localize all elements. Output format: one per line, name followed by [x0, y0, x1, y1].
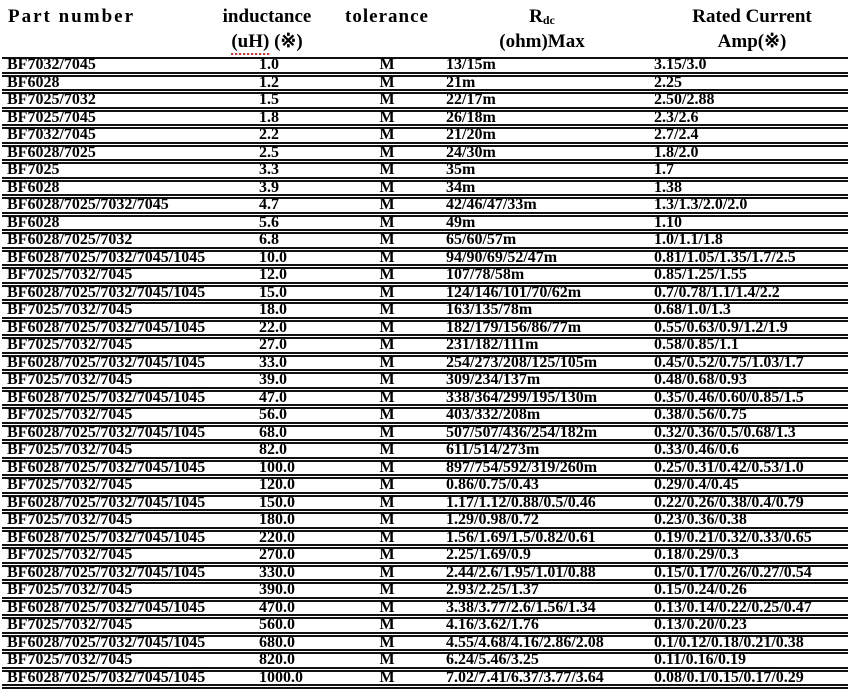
cell-part: BF6028/7025/7032 — [7, 231, 133, 248]
col-header-part-number — [2, 0, 202, 58]
cell-rated-current: 1.8/2.0 — [654, 143, 699, 161]
table-row — [2, 302, 848, 320]
cell-part: BF7025/7032/7045 — [7, 476, 133, 493]
cell-inductance: 100.0 — [259, 458, 295, 476]
cell-inductance: 15.0 — [259, 283, 287, 301]
cell-tolerance: M — [379, 248, 395, 266]
cell-rated-current: 0.45/0.52/0.75/1.03/1.7 — [654, 353, 804, 371]
cell-rdc: 163/135/78m — [446, 301, 533, 318]
cell-rdc: 182/179/156/86/77m — [446, 318, 582, 336]
table-row — [2, 669, 848, 687]
table-row — [2, 249, 848, 267]
cell-rdc: 21/20m — [446, 126, 496, 143]
cell-part: BF6028 — [7, 73, 60, 91]
cell-part: BF6028/7025/7032/7045/1045 — [7, 248, 206, 266]
cell-tolerance: M — [379, 493, 395, 511]
cell-tolerance: M — [379, 546, 395, 563]
cell-tolerance: M — [379, 283, 395, 301]
cell-tolerance: M — [379, 161, 395, 178]
cell-inductance: 560.0 — [259, 616, 295, 633]
cell-rated-current: 0.29/0.4/0.45 — [654, 476, 739, 493]
cell-inductance: 39.0 — [259, 371, 287, 388]
cell-inductance: 82.0 — [259, 441, 287, 458]
cell-rdc: 611/514/273m — [446, 441, 540, 458]
cell-tolerance: M — [379, 581, 395, 598]
cell-inductance: 27.0 — [259, 336, 287, 353]
rdc-symbol: R — [529, 6, 543, 27]
cell-tolerance: M — [379, 633, 395, 651]
cell-part: BF6028/7025/7032/7045/1045 — [7, 423, 206, 441]
cell-inductance: 5.6 — [259, 213, 279, 231]
cell-rdc: 107/78/58m — [446, 266, 525, 283]
cell-part: BF7025/7032/7045 — [7, 546, 133, 563]
cell-tolerance: M — [379, 108, 395, 126]
cell-tolerance: M — [379, 458, 395, 476]
cell-inductance: 330.0 — [259, 563, 295, 581]
cell-rdc: 22/17m — [446, 91, 496, 108]
rdc-symbol-line — [442, 4, 642, 29]
cell-rated-current: 0.23/0.36/0.38 — [654, 511, 747, 528]
cell-part: BF7025/7032/7045 — [7, 301, 133, 318]
cell-rated-current: 0.25/0.31/0.42/0.53/1.0 — [654, 458, 804, 476]
table-row — [2, 267, 848, 285]
cell-tolerance: M — [379, 318, 395, 336]
cell-rated-current: 0.7/0.78/1.1/1.4/2.2 — [654, 283, 780, 301]
cell-rated-current: 0.32/0.36/0.5/0.68/1.3 — [654, 423, 796, 441]
cell-tolerance: M — [379, 668, 395, 686]
cell-rdc: 7.02/7.41/6.37/3.77/3.64 — [446, 668, 604, 686]
cell-rated-current: 0.1/0.12/0.18/0.21/0.38 — [654, 633, 804, 651]
cell-rdc: 2.25/1.69/0.9 — [446, 546, 531, 563]
cell-part: BF7025/7032/7045 — [7, 511, 133, 528]
cell-inductance: 56.0 — [259, 406, 287, 423]
cell-tolerance: M — [379, 406, 395, 423]
cell-tolerance: M — [379, 73, 395, 91]
cell-tolerance: M — [379, 441, 395, 458]
cell-part: BF6028/7025/7032/7045 — [7, 196, 169, 213]
table-row — [2, 634, 848, 652]
cell-part: BF7025/7032/7045 — [7, 406, 133, 423]
cell-rated-current: 0.38/0.56/0.75 — [654, 406, 747, 423]
cell-rdc: 42/46/47/33m — [446, 196, 537, 213]
cell-inductance: 10.0 — [259, 248, 287, 266]
cell-rated-current: 0.11/0.16/0.19 — [654, 651, 747, 668]
col-header-rdc — [442, 0, 642, 58]
cell-rdc: 13/15m — [446, 56, 496, 73]
cell-rdc: 897/754/592/319/260m — [446, 458, 598, 476]
table-row — [2, 407, 848, 425]
rated-current-label: Rated Current — [692, 6, 812, 27]
cell-rated-current: 0.18/0.29/0.3 — [654, 546, 739, 563]
table-row — [2, 652, 848, 670]
cell-inductance: 3.3 — [259, 161, 279, 178]
cell-inductance: 1000.0 — [259, 668, 303, 686]
cell-part: BF6028 — [7, 178, 60, 196]
table-body — [2, 58, 848, 687]
cell-inductance: 22.0 — [259, 318, 287, 336]
table-row — [2, 582, 848, 600]
cell-rdc: 6.24/5.46/3.25 — [446, 651, 539, 668]
table-row — [2, 179, 848, 197]
tolerance-label: tolerance — [345, 6, 429, 27]
table-row — [2, 424, 848, 442]
cell-part: BF7025/7032/7045 — [7, 651, 133, 668]
cell-part: BF7032/7045 — [7, 126, 96, 143]
cell-tolerance: M — [379, 56, 395, 73]
cell-part: BF6028/7025/7032/7045/1045 — [7, 388, 206, 406]
rated-current-unit-label: Amp(※) — [717, 31, 787, 52]
cell-rated-current: 2.7/2.4 — [654, 126, 699, 143]
cell-rdc: 34m — [446, 178, 476, 196]
cell-tolerance: M — [379, 371, 395, 388]
table-row — [2, 529, 848, 547]
cell-rdc: 26/18m — [446, 108, 496, 126]
cell-rdc: 2.93/2.25/1.37 — [446, 581, 539, 598]
cell-inductance: 390.0 — [259, 581, 295, 598]
cell-rdc: 94/90/69/52/47m — [446, 248, 558, 266]
table-row — [2, 337, 848, 355]
cell-rated-current: 1.38 — [654, 178, 682, 196]
col-header-tolerance — [332, 0, 442, 58]
cell-part: BF6028/7025/7032/7045/1045 — [7, 528, 206, 546]
col-header-inductance — [202, 0, 332, 58]
cell-rdc: 4.16/3.62/1.76 — [446, 616, 539, 633]
cell-inductance: 1.2 — [259, 73, 279, 91]
cell-inductance: 68.0 — [259, 423, 287, 441]
table-row — [2, 547, 848, 565]
cell-rdc: 2.44/2.6/1.95/1.01/0.88 — [446, 563, 596, 581]
cell-tolerance: M — [379, 213, 395, 231]
cell-rdc: 1.29/0.98/0.72 — [446, 511, 539, 528]
table-row — [2, 284, 848, 302]
cell-tolerance: M — [379, 528, 395, 546]
cell-inductance: 270.0 — [259, 546, 295, 563]
cell-inductance: 820.0 — [259, 651, 295, 668]
table-row — [2, 354, 848, 372]
cell-tolerance: M — [379, 178, 395, 196]
cell-rated-current: 1.0/1.1/1.8 — [654, 231, 723, 248]
rdc-header-wrap — [442, 4, 642, 54]
cell-rdc: 254/273/208/125/105m — [446, 353, 598, 371]
cell-rdc: 1.17/1.12/0.88/0.5/0.46 — [446, 493, 596, 511]
cell-inductance: 680.0 — [259, 633, 295, 651]
cell-part: BF6028/7025/7032/7045/1045 — [7, 668, 206, 686]
cell-rated-current: 0.55/0.63/0.9/1.2/1.9 — [654, 318, 788, 336]
cell-tolerance: M — [379, 563, 395, 581]
cell-rdc: 231/182/111m — [446, 336, 539, 353]
cell-rated-current: 2.50/2.88 — [654, 91, 715, 108]
cell-rdc: 507/507/436/254/182m — [446, 423, 598, 441]
cell-rated-current: 0.81/1.05/1.35/1.7/2.5 — [654, 248, 796, 266]
cell-inductance: 3.9 — [259, 178, 279, 196]
cell-rated-current: 2.25 — [654, 73, 682, 91]
table-row — [2, 92, 848, 110]
cell-inductance: 1.0 — [259, 56, 279, 73]
cell-part: BF7025/7045 — [7, 108, 96, 126]
cell-tolerance: M — [379, 388, 395, 406]
cell-rated-current: 1.7 — [654, 161, 674, 178]
table-row — [2, 144, 848, 162]
cell-rdc: 49m — [446, 213, 476, 231]
cell-rated-current: 1.3/1.3/2.0/2.0 — [654, 196, 748, 213]
inductance-label: inductance — [222, 6, 312, 27]
inductor-spec-table — [2, 0, 848, 689]
table-row — [2, 389, 848, 407]
cell-part: BF7025 — [7, 161, 60, 178]
table-row — [2, 372, 848, 390]
cell-part: BF6028/7025/7032/7045/1045 — [7, 633, 206, 651]
cell-tolerance: M — [379, 301, 395, 318]
inductance-unit-line — [202, 29, 332, 54]
cell-part: BF7025/7032/7045 — [7, 616, 133, 633]
cell-tolerance: M — [379, 651, 395, 668]
cell-rdc: 1.56/1.69/1.5/0.82/0.61 — [446, 528, 596, 546]
cell-rated-current: 0.13/0.14/0.22/0.25/0.47 — [654, 598, 812, 616]
cell-rated-current: 0.85/1.25/1.55 — [654, 266, 747, 283]
cell-tolerance: M — [379, 616, 395, 633]
cell-tolerance: M — [379, 143, 395, 161]
cell-rated-current: 0.68/1.0/1.3 — [654, 301, 731, 318]
cell-inductance: 33.0 — [259, 353, 287, 371]
cell-tolerance: M — [379, 598, 395, 616]
cell-part: BF7025/7032/7045 — [7, 441, 133, 458]
cell-tolerance: M — [379, 336, 395, 353]
cell-rated-current: 0.22/0.26/0.38/0.4/0.79 — [654, 493, 804, 511]
table-row — [2, 127, 848, 145]
table-row — [2, 74, 848, 92]
cell-rated-current: 0.13/0.20/0.23 — [654, 616, 747, 633]
cell-rdc: 24/30m — [446, 143, 496, 161]
cell-part: BF7025/7032/7045 — [7, 371, 133, 388]
rdc-unit-label: (ohm)Max — [499, 31, 585, 52]
cell-rdc: 35m — [446, 161, 476, 178]
cell-inductance: 1.8 — [259, 108, 279, 126]
cell-inductance: 1.5 — [259, 91, 279, 108]
cell-tolerance: M — [379, 266, 395, 283]
cell-inductance: 220.0 — [259, 528, 295, 546]
table-row — [2, 162, 848, 180]
cell-rated-current: 0.15/0.24/0.26 — [654, 581, 747, 598]
part-number-label: Part number — [8, 6, 136, 27]
cell-part: BF7025/7032/7045 — [7, 581, 133, 598]
cell-rdc: 403/332/208m — [446, 406, 541, 423]
cell-part: BF6028/7025/7032/7045/1045 — [7, 493, 206, 511]
cell-rated-current: 0.33/0.46/0.6 — [654, 441, 739, 458]
table-row — [2, 197, 848, 215]
cell-part: BF7025/7032/7045 — [7, 336, 133, 353]
cell-inductance: 12.0 — [259, 266, 287, 283]
cell-inductance: 4.7 — [259, 196, 279, 213]
cell-rated-current: 2.3/2.6 — [654, 108, 699, 126]
reference-mark: (※) — [269, 31, 303, 52]
table-row — [2, 617, 848, 635]
cell-rated-current: 3.15/3.0 — [654, 56, 707, 73]
cell-rated-current: 0.15/0.17/0.26/0.27/0.54 — [654, 563, 812, 581]
cell-rdc: 4.55/4.68/4.16/2.86/2.08 — [446, 633, 604, 651]
table-row — [2, 512, 848, 530]
cell-rdc: 124/146/101/70/62m — [446, 283, 582, 301]
cell-part: BF6028/7025 — [7, 143, 96, 161]
table-row — [2, 214, 848, 232]
cell-inductance: 2.5 — [259, 143, 279, 161]
cell-part: BF7025/7032/7045 — [7, 266, 133, 283]
cell-tolerance: M — [379, 231, 395, 248]
table-row — [2, 319, 848, 337]
cell-part: BF7032/7045 — [7, 56, 96, 73]
cell-inductance: 180.0 — [259, 511, 295, 528]
cell-tolerance: M — [379, 423, 395, 441]
cell-tolerance: M — [379, 126, 395, 143]
cell-rated-current: 0.48/0.68/0.93 — [654, 371, 747, 388]
cell-part: BF6028/7025/7032/7045/1045 — [7, 283, 206, 301]
table-row — [2, 109, 848, 127]
cell-inductance: 470.0 — [259, 598, 295, 616]
table-row — [2, 564, 848, 582]
cell-part: BF6028 — [7, 213, 60, 231]
cell-part: BF6028/7025/7032/7045/1045 — [7, 353, 206, 371]
cell-rdc: 3.38/3.77/2.6/1.56/1.34 — [446, 598, 596, 616]
cell-rdc: 65/60/57m — [446, 231, 517, 248]
cell-tolerance: M — [379, 353, 395, 371]
cell-rdc: 309/234/137m — [446, 371, 541, 388]
cell-inductance: 6.8 — [259, 231, 279, 248]
table-row — [2, 477, 848, 495]
cell-tolerance: M — [379, 196, 395, 213]
cell-inductance: 18.0 — [259, 301, 287, 318]
cell-inductance: 150.0 — [259, 493, 295, 511]
cell-rated-current: 1.10 — [654, 213, 682, 231]
cell-rated-current: 0.58/0.85/1.1 — [654, 336, 739, 353]
cell-part: BF6028/7025/7032/7045/1045 — [7, 458, 206, 476]
spellcheck-underline: (uH) — [231, 31, 269, 55]
cell-part: BF6028/7025/7032/7045/1045 — [7, 318, 206, 336]
cell-inductance: 47.0 — [259, 388, 287, 406]
table-row — [2, 442, 848, 460]
table-header-row — [2, 0, 848, 58]
cell-rated-current: 0.35/0.46/0.60/0.85/1.5 — [654, 388, 804, 406]
table-row — [2, 459, 848, 477]
cell-rdc: 21m — [446, 73, 476, 91]
cell-part: BF6028/7025/7032/7045/1045 — [7, 563, 206, 581]
cell-rated-current: 0.19/0.21/0.32/0.33/0.65 — [654, 528, 812, 546]
table-row — [2, 232, 848, 250]
cell-rdc: 0.86/0.75/0.43 — [446, 476, 539, 493]
cell-tolerance: M — [379, 511, 395, 528]
cell-tolerance: M — [379, 91, 395, 108]
table-row — [2, 58, 848, 74]
table-row — [2, 599, 848, 617]
cell-inductance: 2.2 — [259, 126, 279, 143]
rdc-subscript: dc — [542, 13, 555, 27]
cell-inductance: 120.0 — [259, 476, 295, 493]
cell-rdc: 338/364/299/195/130m — [446, 388, 598, 406]
cell-part: BF7025/7032 — [7, 91, 96, 108]
table-row — [2, 494, 848, 512]
cell-part: BF6028/7025/7032/7045/1045 — [7, 598, 206, 616]
col-header-rated-current — [642, 0, 848, 58]
cell-tolerance: M — [379, 476, 395, 493]
cell-rated-current: 0.08/0.1/0.15/0.17/0.29 — [654, 668, 804, 686]
